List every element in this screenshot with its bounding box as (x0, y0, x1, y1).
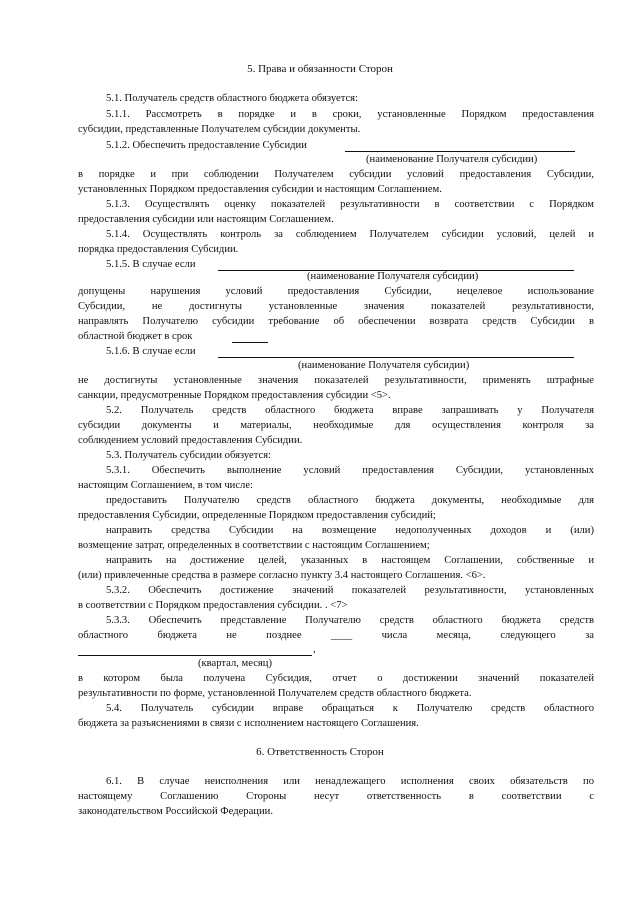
paragraph-line: порядка предоставления Субсидии. (78, 244, 239, 255)
section-6-heading: 6. Ответственность Сторон (256, 746, 384, 758)
paragraph-line: предоставить Получателю средств областного бюджета документы, необходимые для (106, 495, 594, 506)
paragraph-line: в порядке и при соблюдении Получателем субсидии условий предоставления Субсидии, (78, 169, 594, 180)
recipient-name-blank (218, 357, 574, 358)
paragraph-line: областного бюджета не позднее ____ числа месяца, следующего за (78, 630, 594, 641)
paragraph-line: 5.2. Получатель средств областного бюджета вправе запрашивать у Получателя (106, 405, 594, 416)
paragraph-line: направлять Получателю субсидии требование об обеспечении возврата средств Субсидии в (78, 316, 594, 327)
paragraph-line: в соответствии с Порядком предоставления субсидии. . <7> (78, 600, 348, 611)
paragraph-line: субсидии, представленные Получателем субсидии документы. (78, 124, 361, 135)
field-caption: (наименование Получателя субсидии) (298, 360, 470, 371)
paragraph-line: результативности по форме, установленной Получателем средств областного бюджета. (78, 688, 472, 699)
paragraph-line: 5.1.1. Рассмотреть в порядке и в сроки, установленные Порядком предоставления (106, 109, 594, 120)
paragraph-line: соблюдением условий предоставления Субсидии. (78, 435, 303, 446)
paragraph-line: (или) привлеченные средства в размере согласно пункту 3.4 настоящего Соглашения. <6>. (78, 570, 486, 581)
paragraph-line: санкции, предусмотренные Порядком предоставления субсидии <5>. (78, 390, 391, 401)
paragraph-line: 5.1.5. В случае если (106, 259, 196, 270)
field-caption: (наименование Получателя субсидии) (366, 154, 538, 165)
paragraph-line: в котором была получена Субсидия, отчет о достижении значений показателей (78, 673, 594, 684)
paragraph-line: областной бюджет в срок (78, 331, 193, 342)
paragraph-line: 5.3.1. Обеспечить выполнение условий предоставления Субсидии, установленных (106, 465, 594, 476)
field-caption: (квартал, месяц) (198, 658, 272, 669)
paragraph-line: 6.1. В случае неисполнения или ненадлежащего исполнения своих обязательств по (106, 776, 594, 787)
paragraph-line: установленных Порядком предоставления субсидии и настоящим Соглашением. (78, 184, 442, 195)
paragraph-line: 5.1. Получатель средств областного бюджета обязуется: (106, 93, 358, 104)
paragraph-line: 5.4. Получатель субсидии вправе обращаться к Получателю средств областного (106, 703, 594, 714)
paragraph-line: допущены нарушения условий предоставления Субсидии, нецелевое использование (78, 286, 594, 297)
paragraph-line: Субсидии, не достигнуты установленные значения показателей результативности, (78, 301, 594, 312)
period-blank (78, 655, 312, 656)
paragraph-line: 5.1.2. Обеспечить предоставление Субсидии (106, 140, 307, 151)
paragraph-line: настоящим Соглашением, в том числе: (78, 480, 253, 491)
section-5-heading: 5. Права и обязанности Сторон (247, 63, 393, 75)
line-comma: , (313, 644, 316, 655)
paragraph-line: направить средства Субсидии на возмещение недополученных доходов и (или) (106, 525, 594, 536)
paragraph-line: направить на достижение целей, указанных в настоящем Соглашении, собственные и (106, 555, 594, 566)
paragraph-line: не достигнуты установленные значения показателей результативности, применять штрафные (78, 375, 594, 386)
paragraph-line: возмещение затрат, определенных в соответствии с настоящим Соглашением; (78, 540, 430, 551)
paragraph-line: 5.1.6. В случае если (106, 346, 196, 357)
paragraph-line: субсидии документы и материалы, необходимые для осуществления контроля за (78, 420, 594, 431)
paragraph-line: 5.3. Получатель субсидии обязуется: (106, 450, 272, 461)
paragraph-line: 5.1.4. Осуществлять контроль за соблюдением Получателем субсидии условий, целей и (106, 229, 594, 240)
paragraph-line: предоставления Субсидии, определенные Порядком предоставления субсидий; (78, 510, 436, 521)
paragraph-line: бюджета за разъяснениями в связи с исполнением настоящего Соглашения. (78, 718, 419, 729)
recipient-name-blank (345, 151, 575, 152)
paragraph-line: 5.3.3. Обеспечить представление Получателю средств областного бюджета средств (106, 615, 594, 626)
paragraph-line: 5.1.3. Осуществлять оценку показателей результативности в соответствии с Порядком (106, 199, 594, 210)
paragraph-line: предоставления субсидии или настоящим Соглашением. (78, 214, 334, 225)
paragraph-line: законодательством Российской Федерации. (78, 806, 273, 817)
paragraph-line: настоящему Соглашению Стороны несут ответственность в соответствии с (78, 791, 594, 802)
paragraph-line: 5.3.2. Обеспечить достижение значений показателей результативности, установленных (106, 585, 594, 596)
field-caption: (наименование Получателя субсидии) (307, 271, 479, 282)
deadline-blank (232, 342, 268, 343)
